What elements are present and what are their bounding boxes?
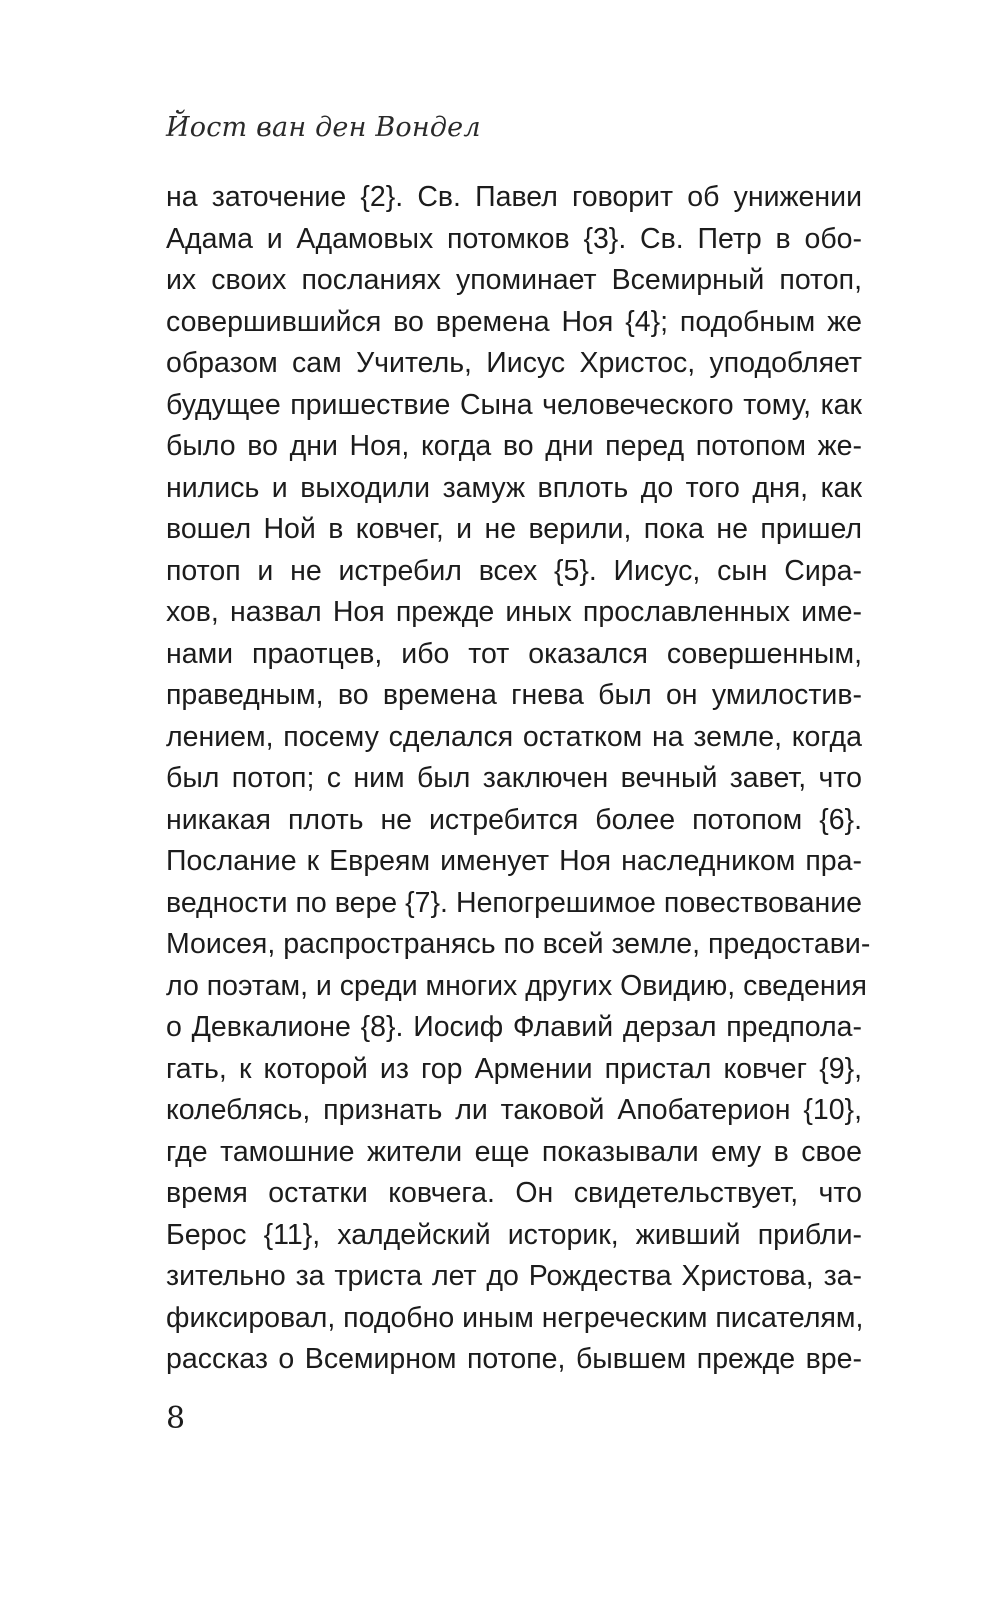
text-line: где тамошние жители еще показывали ему в свое: [166, 1135, 862, 1168]
text-line: рассказ о Всемирном потопе, бывшем прежде вре-: [166, 1343, 862, 1375]
text-line: было во дни Ноя, когда во дни перед потопом же-: [166, 430, 862, 462]
text-line: никакая плоть не истребится более потопом {6}.: [166, 803, 862, 836]
text-line: совершившийся во времена Ноя {4}; подобным же: [166, 305, 862, 338]
text-line: вошел Ной в ковчег, и не верили, пока не пришел: [166, 513, 862, 545]
text-line: был потоп; с ним был заключен вечный завет, что: [166, 762, 862, 794]
text-line: гать, к которой из гор Армении пристал ковчег {9},: [166, 1052, 862, 1085]
body-text: [166, 177, 871, 1381]
text-line: Послание к Евреям именует Ноя наследником пра-: [166, 845, 862, 877]
text-line: колеблясь, признать ли таковой Апобатерион {10},: [166, 1094, 862, 1126]
text-line: Берос {11}, халдейский историк, живший прибли-: [166, 1218, 862, 1251]
text-line: ведности по вере {7}. Непогрешимое повествование: [166, 886, 862, 919]
text-line: их своих посланиях упоминает Всемирный потоп,: [166, 264, 862, 296]
text-line: Моисея, распространясь по всей земле, предостави-: [166, 928, 871, 960]
page-number: 8: [166, 1401, 186, 1436]
text-line: лением, посему сделался остатком на земле, когда: [166, 720, 862, 753]
text-line: ло поэтам, и среди многих других Овидию, сведения: [166, 969, 867, 1002]
text-line: хов, назвал Ноя прежде иных прославленных име-: [166, 596, 862, 628]
text-line: потоп и не истребил всех {5}. Иисус, сын Сира-: [166, 554, 862, 587]
text-line: о Девкалионе {8}. Иосиф Флавий дерзал предпола-: [166, 1011, 862, 1043]
text-line: фиксировал, подобно иным негреческим писателям,: [166, 1301, 864, 1334]
text-line: Адама и Адамовых потомков {3}. Св. Петр в обо-: [166, 222, 862, 255]
text-line: нились и выходили замуж вплоть до того дня, как: [166, 471, 862, 504]
text-line: образом сам Учитель, Иисус Христос, уподобляет: [166, 347, 862, 379]
text-line: на заточение {2}. Св. Павел говорит об унижении: [166, 181, 862, 213]
text-line: будущее пришествие Сына человеческого тому, как: [166, 388, 862, 421]
text-line: время остатки ковчега. Он свидетельствует, что: [166, 1177, 862, 1209]
text-line: праведным, во времена гнева был он умилостив-: [166, 679, 862, 711]
text-line: нами праотцев, ибо тот оказался совершенным,: [166, 637, 862, 670]
text-line: зительно за триста лет до Рождества Христова, за-: [166, 1260, 862, 1292]
running-head: Йост ван ден Вондел: [166, 112, 481, 143]
